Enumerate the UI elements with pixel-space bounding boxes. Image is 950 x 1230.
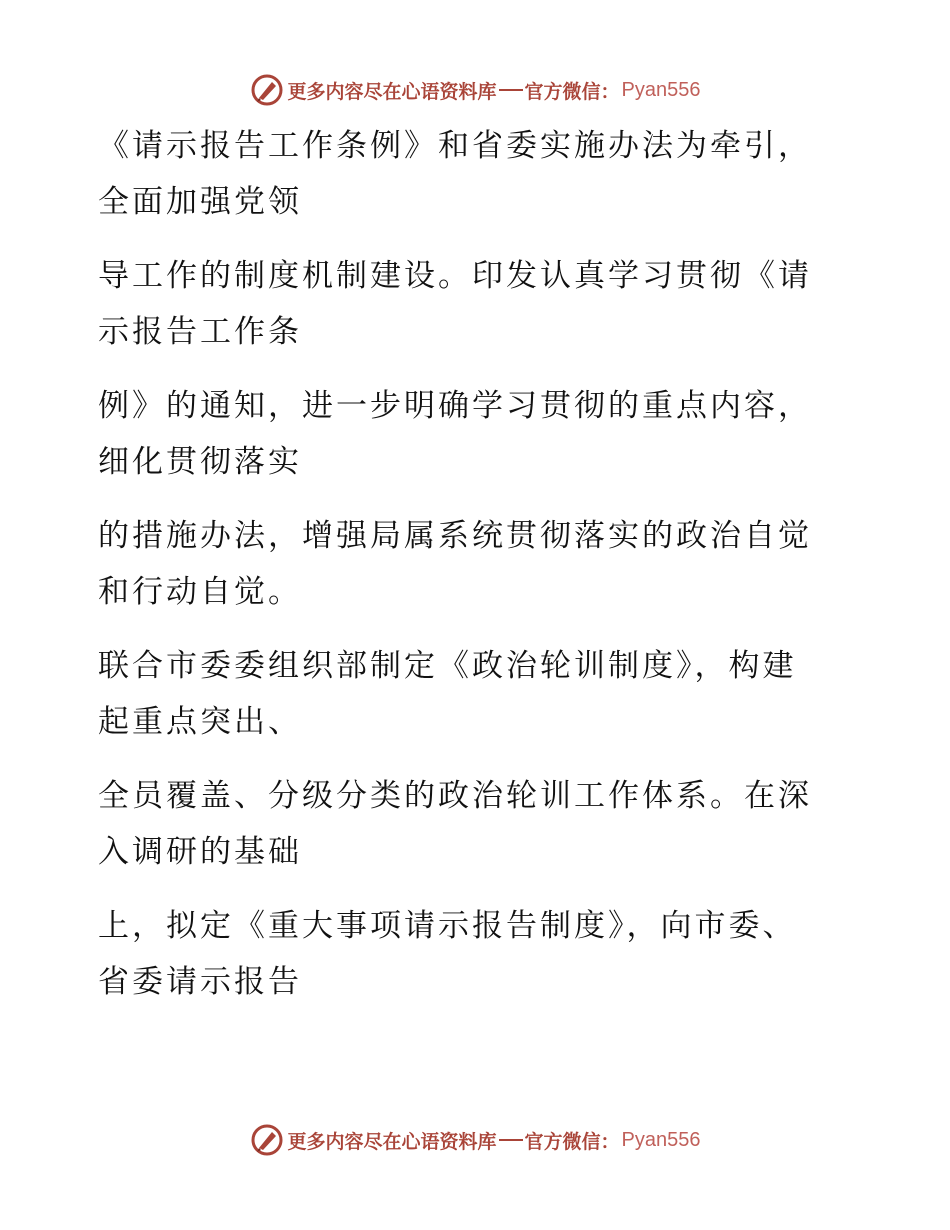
text-line: 全员覆盖、分级分类的政治轮训工作体系。在深 bbox=[98, 778, 812, 814]
text-line: 《请示报告工作条例》和省委实施办法为牵引， bbox=[98, 128, 812, 164]
pen-logo-icon bbox=[250, 1123, 284, 1157]
paragraph bbox=[98, 898, 858, 1010]
banner-official-label: 官方微信： bbox=[524, 80, 620, 103]
banner-divider bbox=[499, 89, 523, 91]
pen-logo-icon bbox=[250, 73, 284, 107]
text-line: 全面加强党领 bbox=[98, 184, 302, 220]
banner-site-text: 更多内容尽在心语资料库 bbox=[287, 1130, 497, 1153]
paragraph bbox=[98, 378, 858, 490]
text-line: 省委请示报告 bbox=[98, 964, 302, 1000]
footer-banner bbox=[0, 1120, 950, 1160]
text-line: 入调研的基础 bbox=[98, 834, 302, 870]
paragraph bbox=[98, 768, 858, 880]
text-line: 起重点突出、 bbox=[98, 704, 302, 740]
text-line: 导工作的制度机制建设。印发认真学习贯彻《请 bbox=[98, 258, 812, 294]
banner-divider bbox=[499, 1139, 523, 1141]
text-line: 示报告工作条 bbox=[98, 314, 302, 350]
banner-wechat-id: Pyan556 bbox=[621, 78, 701, 101]
text-line: 例》的通知，进一步明确学习贯彻的重点内容， bbox=[98, 388, 812, 424]
text-line: 细化贯彻落实 bbox=[98, 444, 302, 480]
paragraph bbox=[98, 248, 858, 360]
banner-official-label: 官方微信： bbox=[524, 1130, 620, 1153]
banner-wechat-id: Pyan556 bbox=[621, 1128, 701, 1151]
paragraph bbox=[98, 508, 858, 620]
header-banner bbox=[0, 70, 950, 110]
text-line: 的措施办法，增强局属系统贯彻落实的政治自觉 bbox=[98, 518, 812, 554]
banner-site-text: 更多内容尽在心语资料库 bbox=[287, 80, 497, 103]
text-line: 和行动自觉。 bbox=[98, 574, 302, 610]
paragraph bbox=[98, 118, 858, 230]
document-body bbox=[98, 118, 858, 1028]
text-line: 联合市委委组织部制定《政治轮训制度》，构建 bbox=[98, 648, 797, 684]
paragraph bbox=[98, 638, 858, 750]
text-line: 上，拟定《重大事项请示报告制度》，向市委、 bbox=[98, 908, 797, 944]
